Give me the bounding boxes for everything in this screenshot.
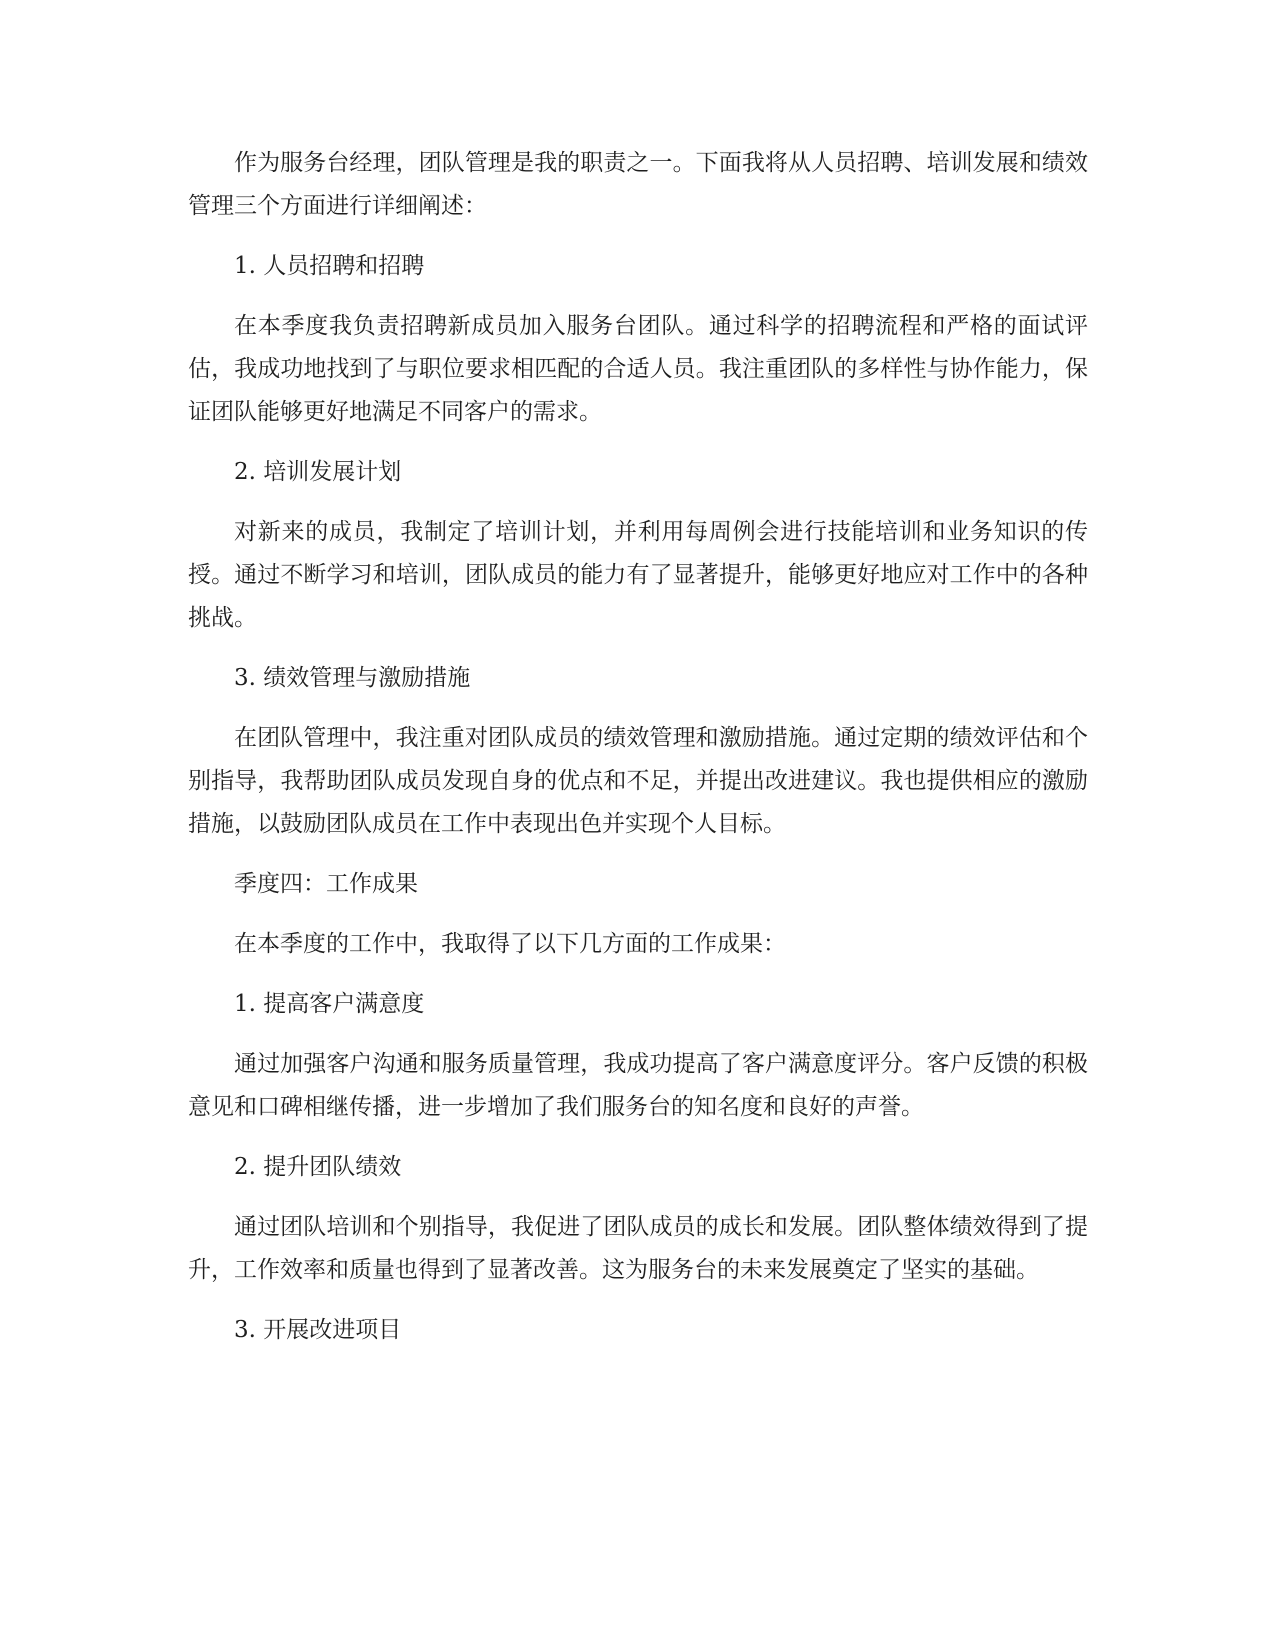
team-performance-paragraph: 通过团队培训和个别指导，我促进了团队成员的成长和发展。团队整体绩效得到了提升，工作效率和质量也得到了显著改善。这为服务台的未来发展奠定了坚实的基础。	[188, 1214, 1088, 1283]
customer-satisfaction-paragraph: 通过加强客户沟通和服务质量管理，我成功提高了客户满意度评分。客户反馈的积极意见和口碑相继传播，进一步增加了我们服务台的知名度和良好的声誉。	[188, 1051, 1088, 1120]
section-heading-recruitment: 1. 人员招聘和招聘	[234, 253, 425, 279]
intro-paragraph: 作为服务台经理，团队管理是我的职责之一。下面我将从人员招聘、培训发展和绩效管理三个方面进行详细阐述：	[188, 150, 1088, 219]
section-heading-training: 2. 培训发展计划	[234, 459, 402, 485]
performance-paragraph: 在团队管理中，我注重对团队成员的绩效管理和激励措施。通过定期的绩效评估和个别指导，我帮助团队成员发现自身的优点和不足，并提出改进建议。我也提供相应的激励措施，以鼓励团队成员在工作中表现出色并实现个人目标。	[188, 725, 1088, 837]
section-heading-performance: 3. 绩效管理与激励措施	[234, 665, 471, 691]
results-intro-line: 在本季度的工作中，我取得了以下几方面的工作成果：	[234, 931, 786, 957]
recruitment-paragraph: 在本季度我负责招聘新成员加入服务台团队。通过科学的招聘流程和严格的面试评估，我成功地找到了与职位要求相匹配的合适人员。我注重团队的多样性与协作能力，保证团队能够更好地满足不同客户的需求。	[188, 313, 1088, 425]
section-heading-customer-satisfaction: 1. 提高客户满意度	[234, 991, 425, 1017]
document-body	[188, 142, 1088, 1369]
section-heading-improvement-projects: 3. 开展改进项目	[234, 1317, 402, 1343]
section-heading-q4-results: 季度四：工作成果	[234, 871, 418, 897]
section-heading-team-performance: 2. 提升团队绩效	[234, 1154, 402, 1180]
training-paragraph: 对新来的成员，我制定了培训计划，并利用每周例会进行技能培训和业务知识的传授。通过不断学习和培训，团队成员的能力有了显著提升，能够更好地应对工作中的各种挑战。	[188, 519, 1088, 631]
